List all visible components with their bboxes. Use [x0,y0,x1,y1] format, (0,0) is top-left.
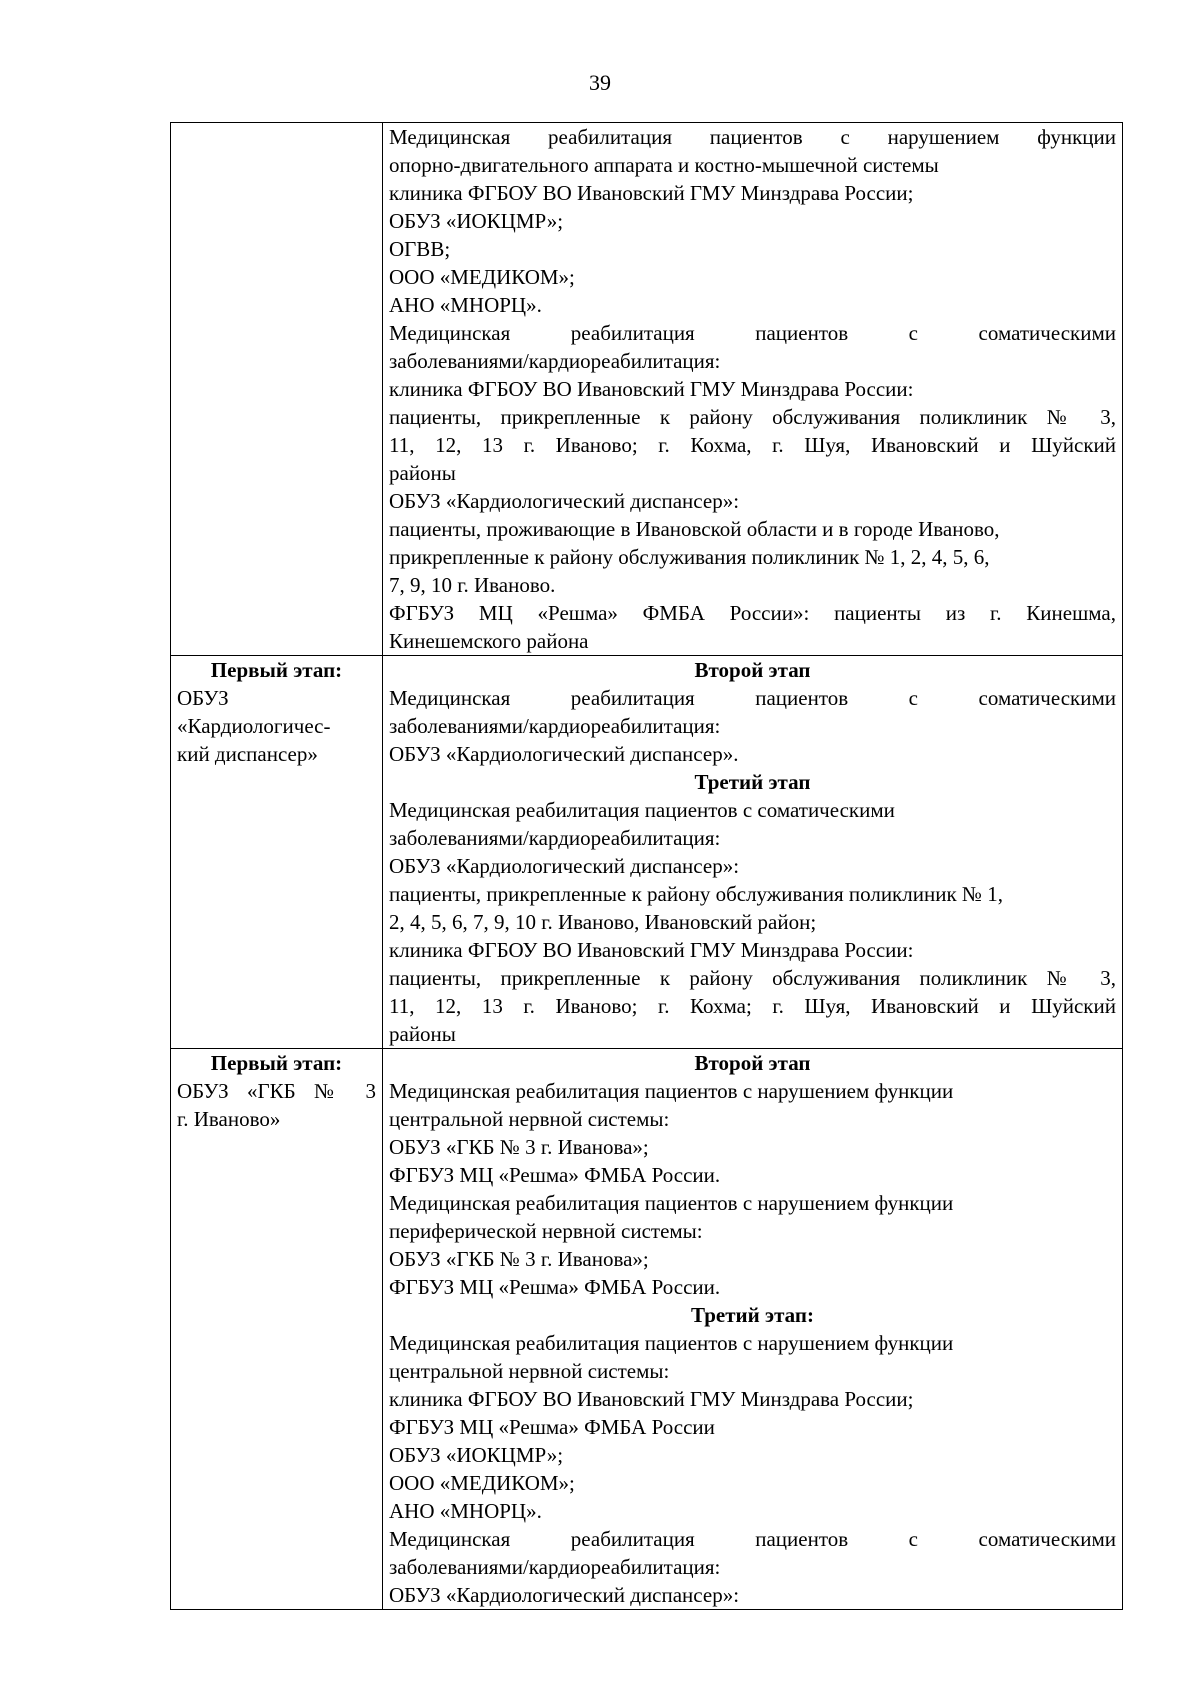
cell-line: 2, 4, 5, 6, 7, 9, 10 г. Иваново, Ивановский район; [389,910,817,934]
cell-line: Медицинская реабилитация пациентов с нарушением функции [389,1331,954,1355]
cell-line: Первый этап: [210,1051,343,1075]
cell-line: центральной нервной системы: [389,1107,670,1131]
table-body [171,123,1123,1610]
cell-line: ОБУЗ «ГКБ № 3 г. Иванова»; [389,1135,649,1159]
cell-line: Первый этап: [210,658,343,682]
cell-line: пациенты, прикрепленные к району обслуживания поликлиник № 3, [389,966,1116,990]
cell-line: пациенты, прикрепленные к району обслуживания поликлиник № 1, [389,882,1003,906]
cell-line: клиника ФГБОУ ВО Ивановский ГМУ Минздрава России; [389,1387,914,1411]
cell-line: Медицинская реабилитация пациентов с нарушением функции [389,1079,954,1103]
table-row [171,1049,1123,1610]
cell-line: опорно-двигательного аппарата и костно-мышечной системы [389,153,939,177]
cell-line: ОБУЗ «Кардиологический диспансер»: [389,489,740,513]
stage-heading: Второй этап [694,1051,811,1075]
cell-line: ОБУЗ «ИОКЦМР»; [389,209,564,233]
stage-one-cell [171,123,383,656]
cell-line: ФГБУЗ МЦ «Решма» ФМБА России. [389,1163,721,1187]
cell-line: ФГБУЗ МЦ «Решма» ФМБА России»: пациенты из г. Кинешма, [389,601,1116,625]
cell-line: центральной нервной системы: [389,1359,670,1383]
cell-line: пациенты, прикрепленные к району обслуживания поликлиник № 3, [389,405,1116,429]
stage-one-cell [171,1049,383,1610]
cell-line: ОБУЗ «Кардиологический диспансер»: [389,1583,740,1607]
cell-line: периферической нервной системы: [389,1219,703,1243]
cell-line: Медицинская реабилитация пациентов с соматическими [389,686,1116,710]
cell-line: Кинешемского района [389,629,589,653]
stage-heading: Третий этап: [691,1303,814,1327]
stage-heading: Третий этап [694,770,811,794]
cell-line: прикрепленные к району обслуживания поликлиник № 1, 2, 4, 5, 6, [389,545,990,569]
page-number: 39 [589,70,611,95]
cell-line: клиника ФГБОУ ВО Ивановский ГМУ Минздрава России; [389,181,914,205]
cell-line: ОБУЗ «ГКБ № 3 [177,1079,376,1103]
stage-heading: Второй этап [694,658,811,682]
cell-line: Медицинская реабилитация пациентов с соматическими [389,798,895,822]
cell-line: кий диспансер» [177,742,318,766]
cell-line: ООО «МЕДИКОМ»; [389,1471,575,1495]
cell-line: ОБУЗ «Кардиологический диспансер». [389,742,739,766]
cell-line: «Кардиологичес- [177,714,331,738]
cell-line: клиника ФГБОУ ВО Ивановский ГМУ Минздрава России: [389,938,914,962]
cell-line: Медицинская реабилитация пациентов с соматическими [389,1527,1116,1551]
rehabilitation-table [170,122,1123,1610]
cell-line: АНО «МНОРЦ». [389,1499,542,1523]
cell-line: г. Иваново» [177,1107,281,1131]
cell-line: ОБУЗ «ГКБ № 3 г. Иванова»; [389,1247,649,1271]
stages-cell [383,123,1123,656]
cell-line: 11, 12, 13 г. Иваново; г. Кохма, г. Шуя, Ивановский и Шуйский [389,433,1116,457]
cell-line: АНО «МНОРЦ». [389,293,542,317]
stage-one-cell [171,656,383,1049]
cell-line: ФГБУЗ МЦ «Решма» ФМБА России [389,1415,715,1439]
cell-line: Медицинская реабилитация пациентов с нарушением функции [389,125,1116,149]
cell-line: районы [389,1022,456,1046]
cell-line: 7, 9, 10 г. Иваново. [389,573,556,597]
cell-line: клиника ФГБОУ ВО Ивановский ГМУ Минздрава России: [389,377,914,401]
cell-line: ООО «МЕДИКОМ»; [389,265,575,289]
cell-line: заболеваниями/кардиореабилитация: [389,826,721,850]
cell-line: ОГВВ; [389,237,451,261]
cell-line: Медицинская реабилитация пациентов с соматическими [389,321,1116,345]
cell-line: ФГБУЗ МЦ «Решма» ФМБА России. [389,1275,721,1299]
cell-line: районы [389,461,456,485]
table-row [171,656,1123,1049]
cell-line: ОБУЗ [177,686,229,710]
cell-line: заболеваниями/кардиореабилитация: [389,1555,721,1579]
cell-line: ОБУЗ «Кардиологический диспансер»: [389,854,740,878]
cell-line: заболеваниями/кардиореабилитация: [389,714,721,738]
cell-line: Медицинская реабилитация пациентов с нарушением функции [389,1191,954,1215]
cell-line: 11, 12, 13 г. Иваново; г. Кохма; г. Шуя, Ивановский и Шуйский [389,994,1116,1018]
stages-cell [383,656,1123,1049]
stages-cell [383,1049,1123,1610]
cell-line: пациенты, проживающие в Ивановской области и в городе Иваново, [389,517,1000,541]
table-row [171,123,1123,656]
cell-line: ОБУЗ «ИОКЦМР»; [389,1443,564,1467]
cell-line: заболеваниями/кардиореабилитация: [389,349,721,373]
